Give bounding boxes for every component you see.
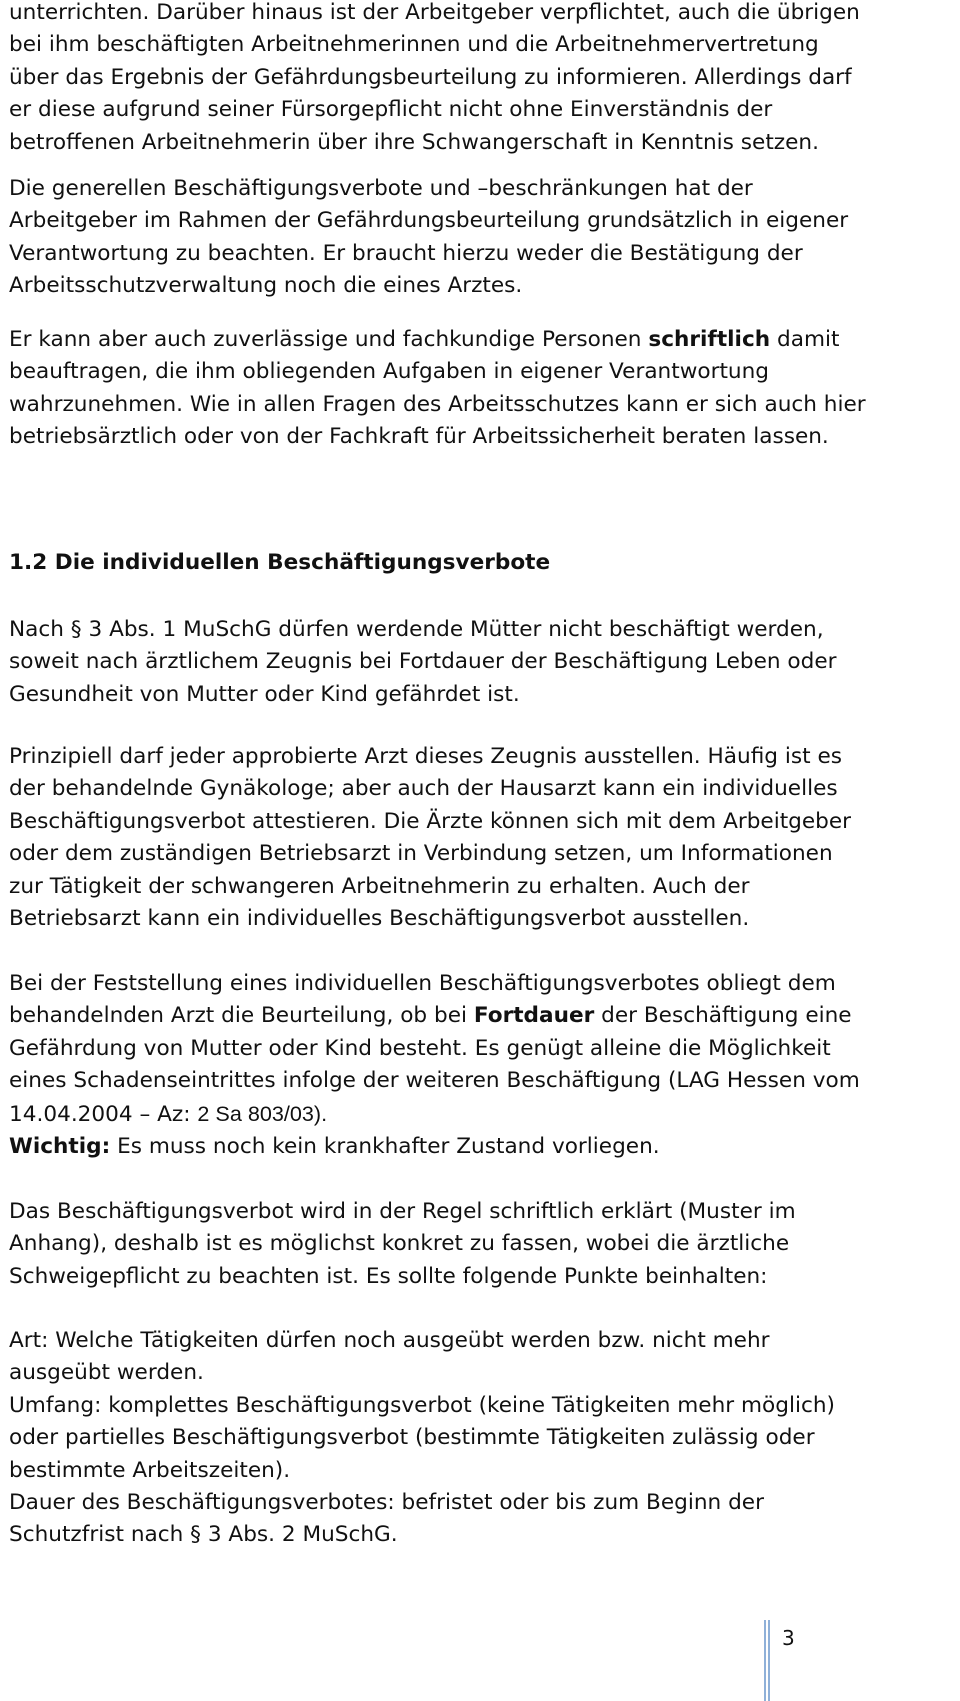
text-line: Prinzipiell darf jeder approbierte Arzt dieses Zeugnis ausstellen. Häufig ist es: [9, 744, 842, 769]
text-line: [9, 324, 866, 356]
section-heading: 1.2 Die individuellen Beschäftigungsverbote: [9, 550, 551, 575]
emphasis-schriftlich: schriftlich: [648, 327, 771, 352]
text-run: damit: [770, 327, 840, 352]
text-line: oder dem zuständigen Betriebsarzt in Verbindung setzen, um Informationen: [9, 841, 833, 867]
text-line: Gefährdung von Mutter oder Kind besteht. Es genügt alleine die Möglichkeit: [9, 1035, 831, 1061]
text-line: Schutzfrist nach § 3 Abs. 2 MuSchG.: [9, 1522, 398, 1548]
text-line: Beschäftigungsverbot attestieren. Die Ärzte können sich mit dem Arbeitgeber: [9, 808, 852, 834]
text-line: Schweigepflicht zu beachten ist. Es sollte folgende Punkte beinhalten:: [9, 1263, 768, 1289]
text-line: soweit nach ärztlichem Zeugnis bei Fortdauer der Beschäftigung Leben oder: [9, 649, 837, 675]
text-line: Das Beschäftigungsverbot wird in der Regel schriftlich erklärt (Muster im: [9, 1199, 796, 1224]
text-line: unterrichten. Darüber hinaus ist der Arbeitgeber verpflichtet, auch die übrigen: [9, 0, 860, 25]
text-line: Bei der Feststellung eines individuellen Beschäftigungsverbotes obliegt dem: [9, 971, 836, 996]
emphasis-wichtig: Wichtig:: [9, 1134, 111, 1160]
text-line: zur Tätigkeit der schwangeren Arbeitnehmerin zu erhalten. Auch der: [9, 873, 750, 899]
text-line: bestimmte Arbeitszeiten).: [9, 1457, 291, 1483]
text-line: [9, 1098, 860, 1131]
text-run: der Beschäftigung eine: [594, 1003, 852, 1029]
text-line: wahrzunehmen. Wie in allen Fragen des Arbeitsschutzes kann er sich auch hier: [9, 391, 866, 417]
text-line: Verantwortung zu beachten. Er braucht hierzu weder die Bestätigung der: [9, 240, 803, 266]
text-line: [9, 1131, 860, 1163]
text-line: betriebsärztlich oder von der Fachkraft für Arbeitssicherheit beraten lassen.: [9, 424, 829, 450]
emphasis-fortdauer: Fortdauer: [473, 1003, 595, 1029]
text-line: oder partielles Beschäftigungsverbot (bestimmte Tätigkeiten zulässig oder: [9, 1425, 815, 1451]
page-footer: [764, 1620, 824, 1701]
paragraph-muschg-zeugnis: [9, 614, 837, 711]
text-line: er diese aufgrund seiner Fürsorgepflicht nicht ohne Einverständnis der: [9, 97, 773, 123]
text-run: 14.04.2004 – Az:: [9, 1101, 198, 1127]
text-line: Dauer des Beschäftigungsverbotes: befristet oder bis zum Beginn der: [9, 1490, 764, 1516]
paragraph-beauftragung: [9, 324, 866, 454]
paragraph-generelle-verbote: [9, 173, 848, 303]
text-line: Umfang: komplettes Beschäftigungsverbot (keine Tätigkeiten mehr möglich): [9, 1392, 835, 1418]
text-line: ausgeübt werden.: [9, 1360, 204, 1386]
text-line: eines Schadenseintrittes infolge der weiteren Beschäftigung (LAG Hessen vom: [9, 1068, 860, 1094]
text-line: über das Ergebnis der Gefährdungsbeurteilung zu informieren. Allerdings darf: [9, 64, 852, 90]
text-line: Betriebsarzt kann ein individuelles Beschäftigungsverbot ausstellen.: [9, 906, 750, 932]
paragraph-arzt-zeugnis: [9, 741, 851, 935]
paragraph-punkte: [9, 1325, 835, 1552]
text-line: betroffenen Arbeitnehmerin über ihre Schwangerschaft in Kenntnis setzen.: [9, 129, 819, 155]
page-number: 3: [782, 1626, 795, 1650]
paragraph-feststellung: [9, 968, 860, 1163]
text-line: [9, 1000, 860, 1032]
text-line: Nach § 3 Abs. 1 MuSchG dürfen werdende Mütter nicht beschäftigt werden,: [9, 617, 824, 642]
text-line: beauftragen, die ihm obliegenden Aufgaben in eigener Verantwortung: [9, 359, 769, 385]
text-line: Arbeitsschutzverwaltung noch die eines Arztes.: [9, 273, 523, 299]
aktenzeichen: 2 Sa 803/03).: [197, 1100, 328, 1126]
text-line: Anhang), deshalb ist es möglichst konkret zu fassen, wobei die ärztliche: [9, 1231, 790, 1257]
footer-rule: [768, 1620, 770, 1701]
text-line: Arbeitgeber im Rahmen der Gefährdungsbeurteilung grundsätzlich in eigener: [9, 208, 849, 234]
text-line: Gesundheit von Mutter oder Kind gefährdet ist.: [9, 681, 520, 707]
paragraph-arbeitgeber-informationspflicht: [9, 0, 860, 159]
text-run: Es muss noch kein krankhafter Zustand vorliegen.: [110, 1134, 660, 1160]
text-line: Die generellen Beschäftigungsverbote und –beschränkungen hat der: [9, 176, 753, 201]
paragraph-schriftliche-erklaerung: [9, 1196, 796, 1293]
footer-rule: [764, 1620, 766, 1701]
text-line: bei ihm beschäftigten Arbeitnehmerinnen und die Arbeitnehmervertretung: [9, 32, 819, 58]
text-run: behandelnden Arzt die Beurteilung, ob bei: [9, 1003, 474, 1029]
text-line: der behandelnde Gynäkologe; aber auch der Hausarzt kann ein individuelles: [9, 776, 838, 802]
text-run: Er kann aber auch zuverlässige und fachkundige Personen: [9, 327, 649, 352]
text-line: Art: Welche Tätigkeiten dürfen noch ausgeübt werden bzw. nicht mehr: [9, 1328, 770, 1353]
